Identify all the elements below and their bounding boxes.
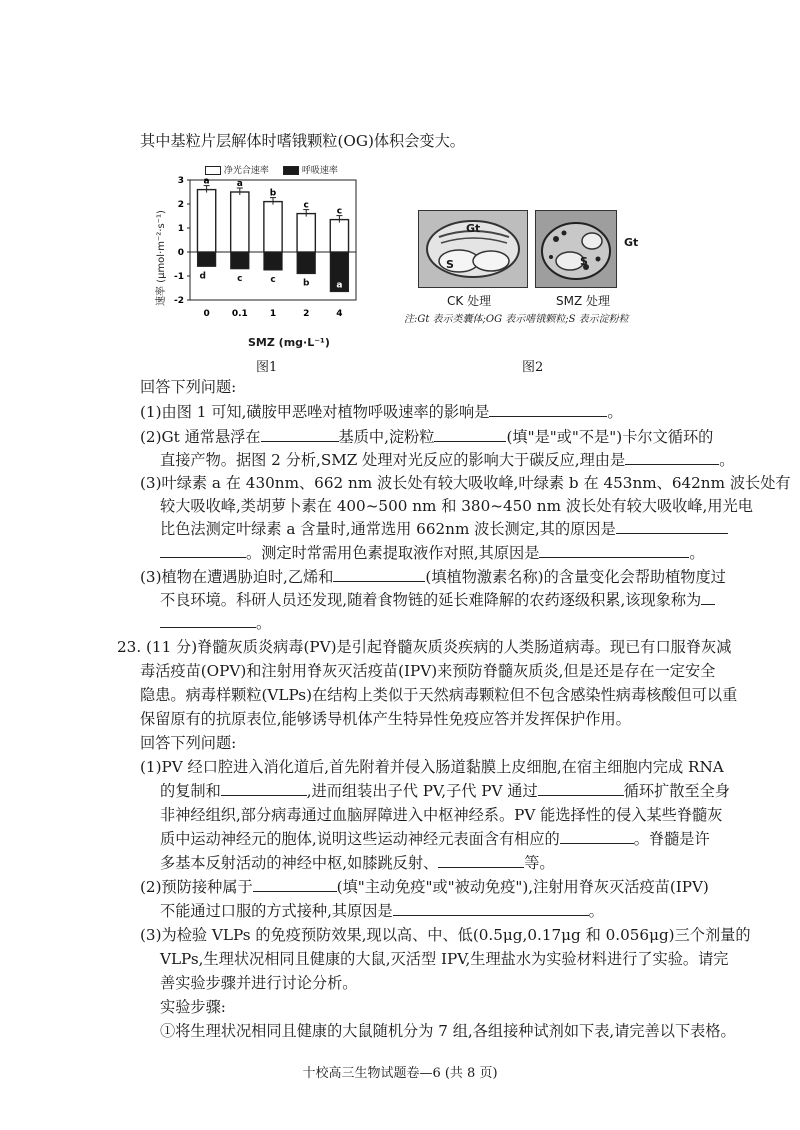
q23-1-text-i: 等。 (524, 854, 555, 872)
blank[interactable] (539, 543, 689, 558)
ck-caption: CK 处理 (447, 294, 492, 308)
y-tick-label: -1 (174, 272, 184, 282)
y-axis-label: 速率 (μmol·m⁻²·s⁻¹) (156, 210, 167, 306)
blank[interactable] (221, 781, 307, 796)
x-tick-label: 2 (303, 309, 310, 319)
figure-2-note: 注:Gt 表示类囊体;OG 表示嗜锇颗粒;S 表示淀粉粒 (404, 314, 629, 325)
q22-3b: 较大吸收峰,类胡萝卜素在 400~500 nm 和 380~450 nm 波长处有较大吸收峰,用光电 (160, 497, 753, 515)
q22-4-text-c: 不良环境。科研人员还发现,随着食物链的延长难降解的农药逐级积累,该现象称为 (160, 591, 702, 609)
q23-intro-3: 隐患。病毒样颗粒(VLPs)在结构上类似于天然病毒颗粒但不包含感染性病毒核酸但可以重 (140, 686, 738, 704)
legend-net-label: 净光合速率 (223, 166, 269, 176)
q22-4a (140, 566, 726, 588)
net-significance-label: a (203, 176, 210, 187)
q23-1a: (1)PV 经口腔进入消化道后,首先附着并侵入肠道黏膜上皮细胞,在宿主细胞内完成 RNA (140, 758, 724, 776)
blank[interactable] (434, 427, 506, 442)
blank[interactable] (253, 877, 337, 892)
q23-1-text-b: 的复制和 (160, 782, 221, 800)
q22-3-text-c: 比色法测定叶绿素 a 含量时,通常选用 662nm 波长测定,其的原因是 (160, 520, 616, 538)
x-tick-label: 0 (203, 309, 210, 319)
q23-1d (160, 828, 710, 850)
smz-caption: SMZ 处理 (556, 294, 611, 308)
q23-1-text-f: 质中运动神经元的胞体,说明这些运动神经元表面含有相应的 (160, 830, 560, 848)
smz-gt-label: Gt (624, 236, 639, 249)
figure-1-chart (148, 168, 368, 348)
q22-4-text-a: (3)植物在遭遇胁迫时,乙烯和 (140, 568, 334, 586)
q23-intro-2: 毒活疫苗(OPV)和注射用脊灰灭活疫苗(IPV)来预防脊髓灰质炎,但是还是存在一定安全 (140, 662, 716, 680)
legend-net (205, 163, 269, 176)
blank[interactable] (489, 402, 607, 417)
ck-s-label: S (446, 258, 454, 271)
net-significance-label: c (336, 206, 343, 217)
q22-4-text-b: (填植物激素名称)的含量变化会帮助植物度过 (425, 568, 726, 586)
q22-2-text-b: 基质中,淀粉粒 (338, 428, 435, 446)
q23-1-text-h: 多基本反射活动的神经中枢,如膝跳反射、 (160, 854, 439, 872)
net-rate-bar (330, 220, 348, 252)
net-rate-bar (264, 202, 282, 252)
net-significance-label: a (236, 179, 243, 189)
legend-resp-label: 呼吸速率 (301, 166, 338, 176)
figure-1-caption: 图1 (256, 360, 278, 375)
answer-prompt: 回答下列问题: (140, 378, 237, 396)
q23-2-text-c: 不能通过口服的方式接种,其原因是 (160, 902, 393, 920)
q23-intro-4: 保留原有的抗原表位,能够诱导机体产生特异性免疫应答并发挥保护作用。 (140, 710, 631, 728)
q23-2-end: 。 (588, 902, 604, 920)
q22-2a (140, 426, 713, 448)
q22-3d (160, 542, 705, 564)
net-rate-bar (231, 192, 249, 252)
smz-micrograph-image (536, 211, 616, 287)
q23-2-text-a: (2)预防接种属于 (140, 878, 253, 896)
q23-1e (160, 852, 555, 874)
resp-rate-bar (297, 252, 315, 274)
blank[interactable] (538, 781, 624, 796)
q22-3-text-d: 。测定时常需用色素提取液作对照,其原因是 (246, 544, 540, 562)
smz-s-label: S (580, 255, 588, 268)
q22-1-end: 。 (607, 403, 623, 421)
figure-2-caption: 图2 (522, 360, 544, 375)
q23-2b (160, 900, 604, 922)
q22-2b (160, 449, 734, 471)
blank[interactable] (625, 450, 719, 465)
legend-resp (283, 163, 338, 176)
resp-significance-label: a (336, 280, 343, 291)
q22-4c (160, 612, 271, 634)
y-tick-label: 3 (177, 176, 184, 186)
q23-2-text-b: (填"主动免疫"或"被动免疫"),注射用脊灰灭活疫苗(IPV) (336, 878, 709, 896)
q22-2-end: 。 (719, 451, 735, 469)
page-footer: 十校高三生物试题卷—6 (共 8 页) (302, 1066, 498, 1081)
blank[interactable] (701, 590, 715, 605)
x-tick-label: 1 (269, 309, 277, 319)
resp-rate-bar (197, 252, 215, 266)
q22-2-text-a: (2)Gt 通常悬浮在 (140, 428, 261, 446)
ck-gt-label: Gt (466, 222, 481, 235)
blank[interactable] (261, 427, 339, 442)
y-tick-label: 0 (177, 248, 184, 258)
q23-intro-1: 23. (11 分)脊髓灰质炎病毒(PV)是引起脊髓灰质炎疾病的人类肠道病毒。现已有口服脊灰减 (117, 638, 732, 656)
y-tick-label: -2 (174, 296, 184, 306)
q22-4b (160, 589, 715, 611)
resp-rate-bar (264, 252, 282, 270)
q23-1b (160, 780, 730, 802)
q22-1 (140, 401, 623, 423)
resp-significance-label: c (270, 275, 276, 285)
x-tick-label: 0.1 (231, 309, 248, 319)
net-rate-bar (297, 214, 315, 252)
q23-1-text-g: 。脊髓是许 (633, 830, 710, 848)
net-significance-label: c (303, 200, 309, 211)
resp-rate-bar (231, 252, 249, 269)
q23-3c: 善实验步骤并进行讨论分析。 (160, 974, 358, 992)
y-tick-label: 1 (177, 224, 184, 234)
resp-significance-label: b (302, 278, 310, 289)
net-significance-label: b (269, 188, 277, 199)
intro-line: 其中基粒片层解体时嗜锇颗粒(OG)体积会变大。 (140, 132, 465, 150)
q22-2-text-c: (填"是"或"不是")卡尔文循环的 (506, 428, 714, 446)
x-axis-label: SMZ (mg·L⁻¹) (248, 336, 330, 349)
blank[interactable] (438, 853, 524, 868)
q22-1-text: (1)由图 1 可知,磺胺甲恶唑对植物呼吸速率的影响是 (140, 403, 490, 421)
q23-1c: 非神经组织,部分病毒通过血脑屏障进入中枢神经系。PV 能选择性的侵入某些脊髓灰 (160, 806, 723, 824)
blank[interactable] (160, 613, 256, 628)
bar-chart (148, 168, 368, 348)
q23-prompt: 回答下列问题: (140, 734, 237, 752)
q23-2a (140, 876, 709, 898)
q22-2-text-d: 直接产物。据图 2 分析,SMZ 处理对光反应的影响大于碳反应,理由是 (160, 451, 626, 469)
net-rate-bar (197, 190, 215, 252)
x-tick-label: 4 (336, 309, 343, 319)
q23-3a: (3)为检验 VLPs 的免疫预防效果,现以高、中、低(0.5μg,0.17μg 和 0.056μg)三个剂量的 (140, 926, 751, 944)
resp-significance-label: d (199, 271, 206, 282)
q23-step-1: ①将生理状况相同且健康的大鼠随机分为 7 组,各组接种试剂如下表,请完善以下表格。 (160, 1022, 736, 1040)
y-tick-label: 2 (177, 200, 184, 210)
q23-3b: VLPs,生理状况相同且健康的大鼠,灭活型 IPV,生理盐水为实验材料进行了实验。请完 (160, 950, 729, 968)
q22-4-end: 。 (256, 614, 272, 632)
q23-1-text-d: 循环扩散至全身 (623, 782, 730, 800)
q22-3a: (3)叶绿素 a 在 430nm、662 nm 波长处有较大吸收峰,叶绿素 b 在 453nm、642nm 波长处有 (140, 474, 791, 492)
legend-swatch-resp (283, 166, 299, 175)
legend-swatch-net (205, 166, 221, 175)
blank[interactable] (160, 543, 246, 558)
blank[interactable] (333, 567, 425, 582)
q22-3-end: 。 (689, 544, 705, 562)
q23-1-text-c: ,进而组装出子代 PV,子代 PV 通过 (306, 782, 538, 800)
blank[interactable] (393, 901, 589, 916)
blank[interactable] (616, 519, 728, 534)
blank[interactable] (560, 829, 634, 844)
q23-steps-label: 实验步骤: (160, 998, 226, 1016)
resp-significance-label: c (237, 273, 243, 284)
q22-3c (160, 518, 728, 540)
smz-micrograph (535, 210, 617, 288)
